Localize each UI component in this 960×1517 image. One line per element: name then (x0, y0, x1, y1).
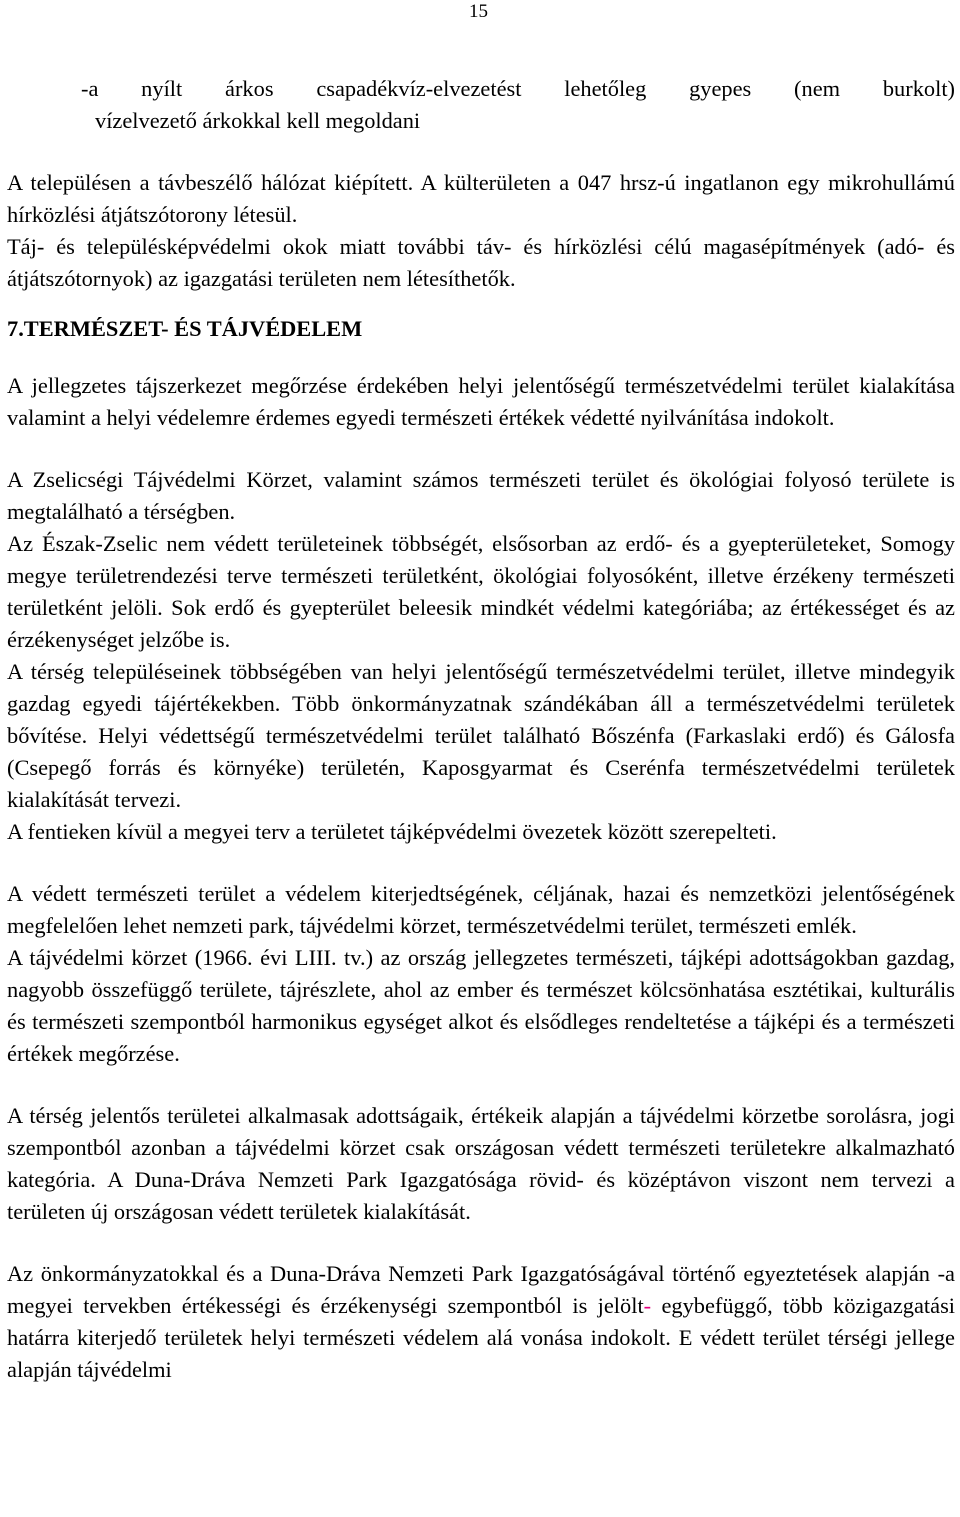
list-item-line1: -a nyílt árkos csapadékvíz-elvezetést lehetőleg gyepes (nem burkolt) (81, 76, 955, 101)
paragraph-landscape-protection-towers: Táj- és településképvédelmi okok miatt további táv- és hírközlési célú magasépítmények (adó- és átjátszótornyok) az igazgatási területen nem létesíthetők. (7, 234, 955, 291)
paragraph-landscape-structure: A jellegzetes tájszerkezet megőrzése érdekében helyi jelentőségű természetvédelmi terület kialakítása valamint a helyi védelemre érdemes egyedi természeti értékek védetté nyilvánítása indokolt. (7, 373, 955, 430)
list-item (81, 73, 955, 105)
page-number: 15 (469, 1, 488, 22)
paragraph-landscape-protection-district: A tájvédelmi körzet (1966. évi LIII. tv.) az ország jellegzetes természeti, tájképi adottságokban gazdag, nagyobb összefüggő területe, tájrészlete, ahol az ember és természet kölcsönhatása esztétikai, kulturális és természeti szempontból harmonikus egységet alkot és elsődleges rendeltetése a tájképi és a természeti értékek megőrzése. (7, 945, 955, 1066)
document-body (7, 73, 955, 1386)
highlighted-dash: - (643, 1293, 652, 1318)
paragraph-text-after: egybefüggő, több közigazgatási határra kiterjedő területek helyi természeti védelem alá vonása indokolt. E védett terület térségi jellege alapján tájvédelmi (7, 1293, 956, 1382)
paragraph-text-before: Az önkormányzatokkal és a Duna-Dráva Nemzeti Park Igazgatóságával történő egyeztetések alapján -a megyei tervekben értékességi és érzékenységi szempontból is jelölt (7, 1261, 955, 1318)
section-heading: 7.TERMÉSZET- ÉS TÁJVÉDELEM (7, 316, 363, 341)
paragraph-north-zselic: Az Észak-Zselic nem védett területeinek többségét, elsősorban az erdő- és a gyepterületeket, Somogy megye területrendezési terve természeti területként, ökológiai folyosóként, illetve érzékeny természeti területként jelöli. Sok erdő és gyepterület beleesik mindkét védelmi kategóriába; az értékességet és az érzékenységet jelzőbe is. (7, 531, 955, 652)
paragraph-zselic-protected-area: A Zselicségi Tájvédelmi Körzet, valamint számos természeti terület és ökológiai folyosó területe is megtalálható a térségben. (7, 467, 955, 524)
paragraph-county-plan: A fentieken kívül a megyei terv a területet tájképvédelmi övezetek között szerepelteti. (7, 819, 777, 844)
list-item-line2: vízelvezető árkokkal kell megoldani (95, 108, 421, 133)
paragraph-municipal-consultation (7, 1258, 955, 1386)
paragraph-telephone-network: A településen a távbeszélő hálózat kiépített. A külterületen a 047 hrsz-ú ingatlanon egy mikrohullámú hírközlési átjátszótorony létesül. (7, 170, 955, 227)
paragraph-regional-areas: A térség jelentős területei alkalmasak adottságaik, értékeik alapján a tájvédelmi körzetbe sorolásra, jogi szempontból azonban a tájvédelmi körzet csak országosan védett természeti területekre alkalmazható kategória. A Duna-Dráva Nemzeti Park Igazgatósága rövid- és középtávon viszont nem tervezi a területen új országosan védett területek kialakítását. (7, 1103, 955, 1224)
paragraph-local-nature-areas: A térség településeinek többségében van helyi jelentőségű természetvédelmi terület, illetve mindegyik gazdag egyedi tájértékekben. Több önkormányzatnak szándékában áll a természetvédelmi területek bővítése. Helyi védettségű természetvédelmi terület található Bőszénfa (Farkaslaki erdő) és Gálosfa (Csepegő forrás és környéke) területén, Kaposgyarmat és Cserénfa természetvédelmi területek kialakítását tervezi. (7, 659, 955, 812)
list-item-continuation (95, 105, 955, 137)
paragraph-protected-area-types: A védett természeti terület a védelem kiterjedtségének, céljának, hazai és nemzetközi jelentőségének megfelelően lehet nemzeti park, tájvédelmi körzet, természetvédelmi terület, természeti emlék. (7, 881, 955, 938)
